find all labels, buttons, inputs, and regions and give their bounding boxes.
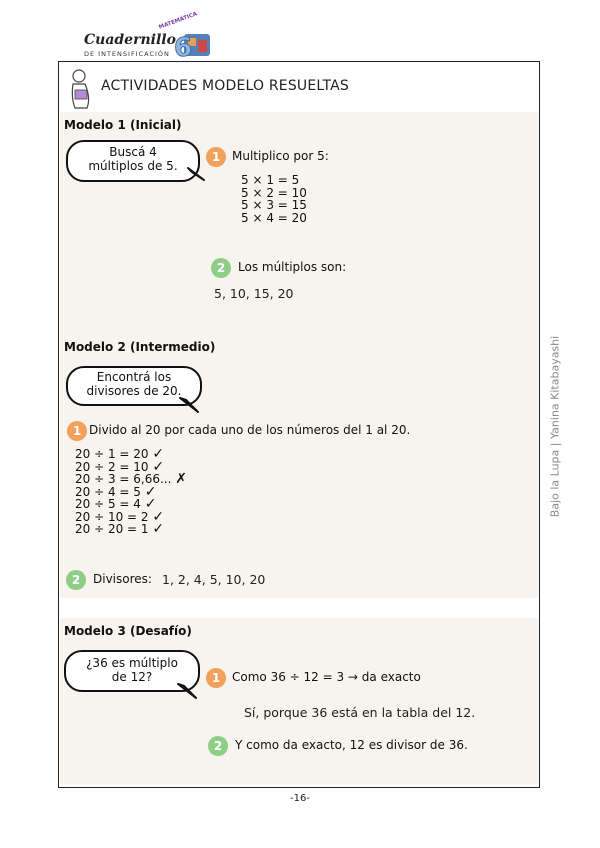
brand-subtitle: DE INTENSIFICACIÓN: [84, 50, 170, 58]
title-row: [67, 68, 539, 112]
brand-name: Cuadernillo: [84, 32, 176, 48]
model3-section: [60, 618, 538, 784]
model1-step2-badge: 2: [211, 258, 231, 278]
model2-calc-expr: 20 ÷ 2 = 10: [75, 459, 149, 474]
model1-bubble: [66, 140, 200, 182]
svg-text:6: 6: [174, 33, 193, 60]
model2-calc-expr: 20 ÷ 10 = 2: [75, 509, 149, 524]
model3-step1-text: Como 36 ÷ 12 = 3 → da exacto: [232, 670, 421, 684]
model2-step1-badge: 1: [67, 421, 87, 441]
activities-frame: [58, 61, 540, 788]
model3-answer: Sí, porque 36 está en la tabla del 12.: [244, 705, 476, 720]
model2-section: [60, 334, 538, 598]
check-icon: ✓: [152, 508, 165, 525]
model3-step1-badge: 1: [206, 668, 226, 688]
model2-step1-text: Divido al 20 por cada uno de los números del 1 al 20.: [89, 423, 411, 437]
model2-calcs: [75, 448, 187, 536]
brand-number-icon: [170, 28, 212, 60]
check-icon: ✓: [144, 483, 157, 500]
model2-bubble-line2: divisores de 20.: [86, 384, 182, 398]
model1-calc: 5 × 4 = 20: [241, 210, 307, 225]
model2-calc-expr: 20 ÷ 4 = 5: [75, 484, 141, 499]
model2-bubble-line1: Encontrá los: [96, 370, 172, 384]
cross-icon: ✗: [175, 471, 187, 487]
model1-title: Modelo 1 (Inicial): [64, 118, 182, 132]
model1-bubble-line1: Buscá 4: [109, 145, 157, 159]
header-logo: [70, 11, 240, 62]
model3-bubble-line2: de 12?: [111, 670, 153, 684]
model2-calc-expr: 20 ÷ 1 = 20: [75, 447, 149, 461]
model1-step2-text: Los múltiplos son:: [238, 260, 347, 274]
page-number: -16-: [290, 793, 310, 804]
model3-title: Modelo 3 (Desafío): [64, 624, 192, 638]
model3-bubble-tail: [176, 682, 198, 700]
model1-bubble-line2: múltiplos de 5.: [88, 159, 178, 173]
check-icon: ✓: [152, 458, 165, 475]
model2-calc-expr: 20 ÷ 3 = 6,66...: [75, 472, 172, 486]
model1-calcs: [241, 174, 307, 224]
side-credit: Bajo la Lupa | Yanina Kitabayashi: [548, 335, 562, 518]
model2-calc-expr: 20 ÷ 20 = 1: [75, 522, 149, 536]
check-icon: ✓: [152, 521, 165, 537]
check-icon: ✓: [144, 496, 157, 512]
page-title: ACTIVIDADES MODELO RESUELTAS: [101, 78, 350, 94]
brand-tag: MATEMÁTICA: [158, 11, 199, 31]
model1-calc: 5 × 2 = 10: [241, 185, 307, 200]
model3-step2-text: Y como da exacto, 12 es divisor de 36.: [235, 738, 468, 752]
reader-icon: [67, 68, 97, 112]
model2-title: Modelo 2 (Intermedio): [64, 340, 216, 354]
model2-bubble-tail: [178, 396, 200, 414]
model1-answer: 5, 10, 15, 20: [214, 286, 294, 301]
model3-step2-badge: 2: [208, 736, 228, 756]
model1-calc: 5 × 3 = 15: [241, 198, 307, 212]
model2-calc-expr: 20 ÷ 5 = 4: [75, 497, 141, 511]
model2-divisors: 1, 2, 4, 5, 10, 20: [162, 572, 266, 587]
model1-section: [60, 112, 538, 352]
model2-calc-row: [75, 523, 187, 536]
model2-step2-label: Divisores:: [93, 572, 152, 586]
model1-calc: 5 × 1 = 5: [241, 173, 300, 187]
model3-bubble-line1: ¿36 es múltiplo: [86, 656, 178, 670]
check-icon: ✓: [152, 446, 165, 462]
model1-bubble-tail: [186, 166, 206, 182]
model1-step1-text: Multiplico por 5:: [232, 149, 329, 163]
model2-step2-badge: 2: [66, 570, 86, 590]
model1-step1-badge: 1: [206, 147, 226, 167]
